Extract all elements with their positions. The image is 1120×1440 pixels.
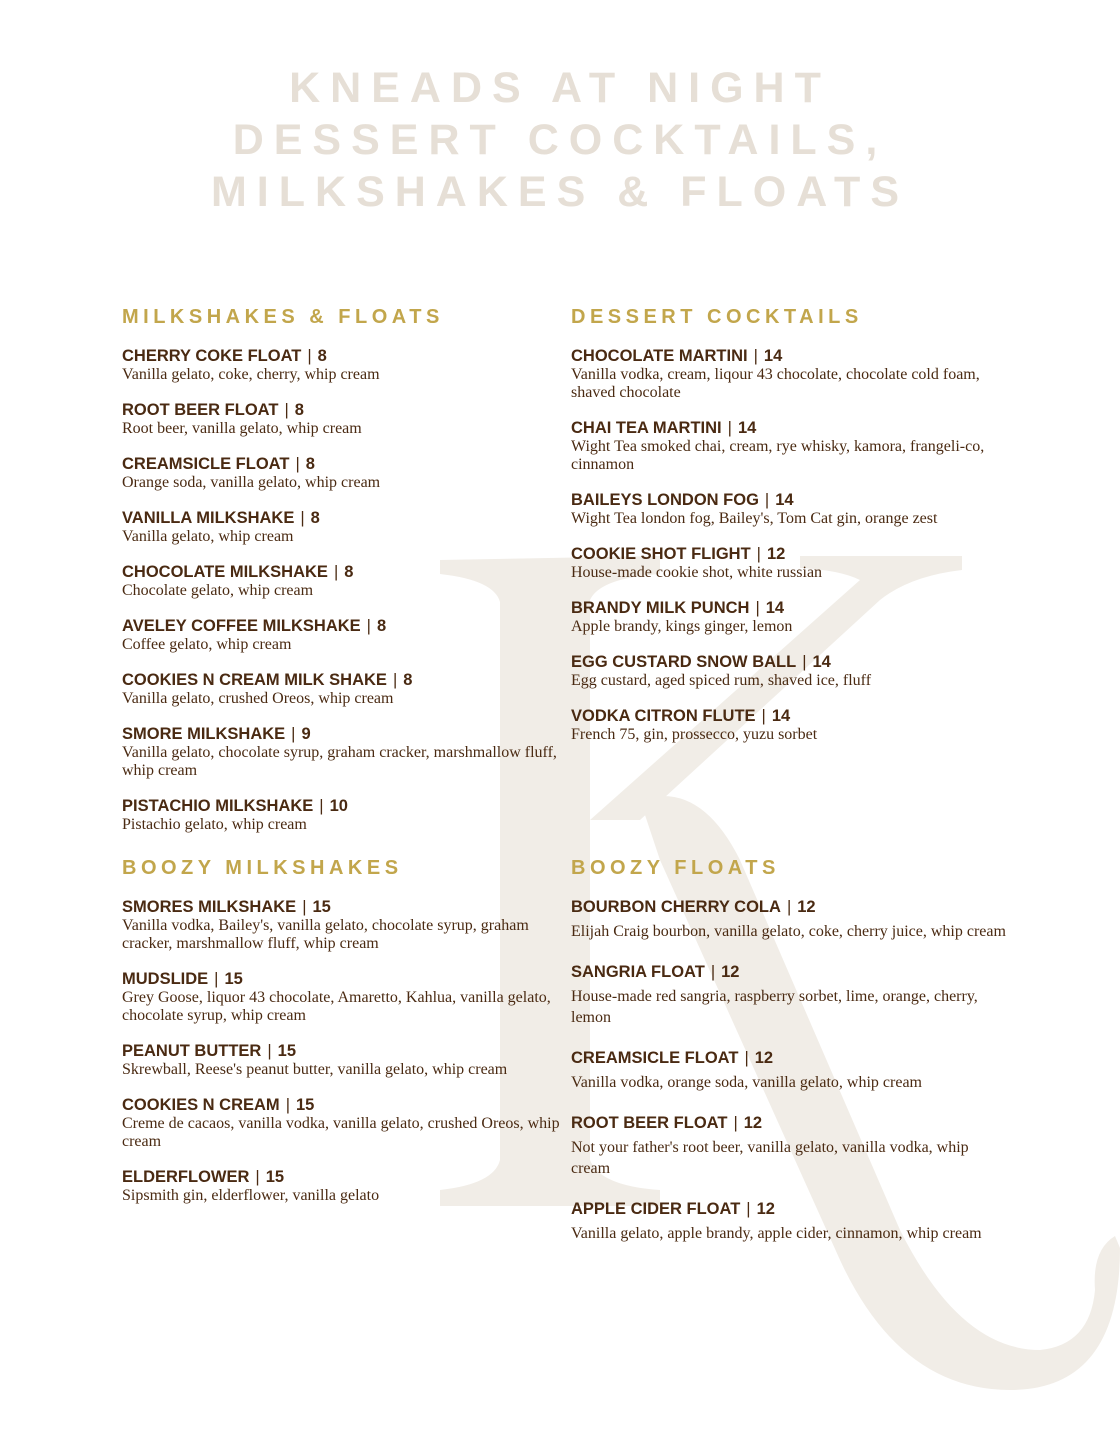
menu-item-description: Vanilla gelato, crushed Oreos, whip cream [122, 690, 394, 707]
menu-item [122, 724, 562, 780]
price-separator: | [307, 347, 312, 365]
menu-item-header [571, 490, 1011, 510]
menu-item-header [122, 508, 562, 528]
menu-item-header [122, 969, 562, 989]
menu-item-description: Not your father's root beer, vanilla gelato, vanilla vodka, whip cream [571, 1139, 969, 1177]
menu-item-description: Pistachio gelato, whip cream [122, 816, 307, 833]
menu-item-description: House-made red sangria, raspberry sorbet, lime, orange, cherry, lemon [571, 988, 978, 1026]
price-separator: | [802, 653, 807, 671]
price-separator: | [764, 491, 770, 509]
price-separator: | [291, 725, 296, 743]
price-separator: | [744, 1049, 749, 1067]
boozy-floats-section [571, 857, 1011, 1264]
menu-item-name: EGG CUSTARD SNOW BALL [571, 653, 797, 671]
menu-item [122, 796, 562, 834]
menu-item [122, 346, 562, 384]
menu-item [571, 962, 1011, 1028]
price-separator: | [733, 1114, 738, 1132]
menu-item-header [122, 616, 562, 636]
menu-item-description: Wight Tea smoked chai, cream, rye whisky, kamora, frangeli-co, cinnamon [571, 438, 985, 473]
menu-item-description: Sipsmith gin, elderflower, vanilla gelato [122, 1187, 380, 1204]
price-separator: | [267, 1042, 272, 1060]
menu-item-name: BAILEYS LONDON FOG [571, 491, 759, 509]
menu-item [571, 418, 1011, 474]
menu-item-name: MUDSLIDE [122, 970, 209, 988]
menu-item [122, 454, 562, 492]
menu-item-price: 8 [310, 509, 320, 527]
menu-item-price: 9 [301, 725, 311, 743]
section-title: DESSERT COCKTAILS [571, 306, 863, 328]
menu-item-name: CHAI TEA MARTINI [571, 419, 722, 437]
menu-item-description: Coffee gelato, whip cream [122, 636, 292, 653]
menu-item-header [571, 1199, 1011, 1219]
menu-item-price: 8 [294, 401, 304, 419]
menu-item [571, 544, 1011, 582]
menu-item [122, 1167, 562, 1205]
menu-item-header [571, 598, 1011, 618]
menu-item-header [122, 1167, 562, 1187]
menu-item-header [122, 454, 562, 474]
price-separator: | [755, 599, 760, 617]
menu-item-header [571, 962, 1011, 982]
menu-item-header [122, 670, 562, 690]
menu-item-name: SMORES MILKSHAKE [122, 898, 297, 916]
menu-item-name: SANGRIA FLOAT [571, 963, 705, 981]
price-separator: | [285, 1096, 290, 1114]
menu-item-price: 15 [265, 1168, 285, 1186]
menu-item-name: COOKIES N CREAM MILK SHAKE [122, 671, 387, 689]
menu-item-header [571, 706, 1011, 726]
menu-item-price: 12 [754, 1049, 774, 1067]
menu-item-description: Vanilla gelato, chocolate syrup, graham cracker, marshmallow fluff, whip cream [122, 744, 557, 779]
price-separator: | [255, 1168, 260, 1186]
menu-item-name: CREAMSICLE FLOAT [571, 1049, 739, 1067]
price-separator: | [284, 401, 289, 419]
menu-item [571, 1048, 1011, 1093]
menu-item-price: 15 [277, 1042, 296, 1060]
title-line: DESSERT COCKTAILS, [232, 116, 888, 164]
title-line: KNEADS AT NIGHT [289, 64, 831, 112]
section-title: MILKSHAKES & FLOATS [122, 306, 444, 328]
menu-item-header [571, 1113, 1011, 1133]
menu-item-description: Root beer, vanilla gelato, whip cream [122, 420, 362, 437]
price-separator: | [333, 563, 339, 581]
menu-item [571, 490, 1011, 528]
menu-item-header [571, 652, 1011, 672]
boozy-milkshakes-section [122, 857, 562, 1221]
menu-item-price: 15 [295, 1096, 315, 1114]
menu-item-name: AVELEY COFFEE MILKSHAKE [122, 617, 361, 635]
menu-item-header [122, 897, 562, 917]
menu-item-description: House-made cookie shot, white russian [571, 564, 823, 581]
menu-item-description: Vanilla gelato, apple brandy, apple cider, cinnamon, whip cream [571, 1225, 982, 1242]
cocktails-section [571, 306, 1011, 760]
menu-item [571, 897, 1011, 942]
menu-item-description: Vanilla gelato, whip cream [122, 528, 294, 545]
menu-item-price: 15 [224, 970, 243, 988]
menu-item-price: 10 [329, 797, 348, 815]
menu-item-description: Grey Goose, liquor 43 chocolate, Amaretto, Kahlua, vanilla gelato, chocolate syrup, whip cream [122, 989, 551, 1024]
menu-item-header [122, 1041, 562, 1061]
menu-item [122, 400, 562, 438]
menu-item-price: 15 [312, 898, 331, 916]
menu-item-description: Skrewball, Reese's peanut butter, vanilla gelato, whip cream [122, 1061, 508, 1078]
menu-item-price: 8 [317, 347, 327, 365]
menu-item-name: VANILLA MILKSHAKE [122, 509, 295, 527]
menu-item-name: ROOT BEER FLOAT [571, 1114, 728, 1132]
menu-item-name: ELDERFLOWER [122, 1168, 250, 1186]
price-separator: | [319, 797, 324, 815]
page-title [0, 62, 1120, 218]
menu-item [122, 670, 562, 708]
price-separator: | [761, 707, 766, 725]
menu-item-name: COOKIES N CREAM [122, 1096, 280, 1114]
menu-item-header [571, 1048, 1011, 1068]
menu-item-name: APPLE CIDER FLOAT [571, 1200, 741, 1218]
menu-item [122, 508, 562, 546]
menu-item-description: Orange soda, vanilla gelato, whip cream [122, 474, 381, 491]
menu-item-header [122, 562, 562, 582]
menu-item-price: 8 [376, 617, 387, 635]
menu-item-name: CHERRY COKE FLOAT [122, 347, 302, 365]
menu-item-name: BRANDY MILK PUNCH [571, 599, 750, 617]
menu-item-price: 12 [797, 898, 816, 916]
price-separator: | [786, 898, 792, 916]
menu-item-description: French 75, gin, prossecco, yuzu sorbet [571, 726, 818, 743]
menu-item [571, 652, 1011, 690]
menu-item-price: 8 [305, 455, 315, 473]
menu-item-description: Vanilla vodka, cream, liqour 43 chocolate, chocolate cold foam, shaved chocolate [571, 366, 980, 401]
menu-item [571, 706, 1011, 744]
menu-item-description: Elijah Craig bourbon, vanilla gelato, coke, cherry juice, whip cream [571, 923, 1006, 940]
menu-item-description: Apple brandy, kings ginger, lemon [571, 618, 793, 635]
menu-item-name: PEANUT BUTTER [122, 1042, 262, 1060]
menu-item [571, 1113, 1011, 1179]
price-separator: | [753, 347, 758, 365]
menu-item-name: CHOCOLATE MILKSHAKE [122, 563, 328, 581]
menu-item [122, 1041, 562, 1079]
section-title: BOOZY FLOATS [571, 857, 780, 879]
menu-item-price: 8 [403, 671, 413, 689]
menu-item-description: Wight Tea london fog, Bailey's, Tom Cat gin, orange zest [571, 510, 938, 527]
menu-item [122, 897, 562, 953]
price-separator: | [302, 898, 307, 916]
menu-item-header [571, 544, 1011, 564]
price-separator: | [710, 963, 716, 981]
menu-item-price: 12 [766, 545, 786, 563]
menu-item-name: CHOCOLATE MARTINI [571, 347, 748, 365]
title-line: MILKSHAKES & FLOATS [210, 168, 910, 216]
menu-item-description: Vanilla gelato, coke, cherry, whip cream [122, 366, 380, 383]
menu-item [122, 616, 562, 654]
menu-item-price: 12 [743, 1114, 763, 1132]
menu-item [571, 1199, 1011, 1244]
menu-item-name: BOURBON CHERRY COLA [571, 898, 781, 916]
menu-item-header [122, 724, 562, 744]
price-separator: | [392, 671, 398, 689]
menu-item-header [571, 897, 1011, 917]
menu-item-name: SMORE MILKSHAKE [122, 725, 286, 743]
menu-item-price: 12 [756, 1200, 775, 1218]
menu-item-description: Vanilla vodka, orange soda, vanilla gelato, whip cream [571, 1074, 922, 1091]
price-separator: | [746, 1200, 751, 1218]
menu-item [122, 969, 562, 1025]
price-separator: | [756, 545, 761, 563]
menu-item-price: 14 [771, 707, 791, 725]
menu-item-header [122, 346, 562, 366]
menu-item-price: 12 [721, 963, 740, 981]
menu-item-price: 14 [763, 347, 783, 365]
menu-item-header [122, 1095, 562, 1115]
menu-item-price: 14 [812, 653, 831, 671]
menu-item [571, 346, 1011, 402]
menu-item-price: 8 [344, 563, 354, 581]
menu-item-price: 14 [765, 599, 785, 617]
menu-item-description: Creme de cacaos, vanilla vodka, vanilla gelato, crushed Oreos, whip cream [122, 1115, 560, 1150]
menu-item-description: Egg custard, aged spiced rum, shaved ice, fluff [571, 672, 872, 689]
menu-item-description: Chocolate gelato, whip cream [122, 582, 314, 599]
milkshakes-section [122, 306, 562, 850]
menu-item-name: VODKA CITRON FLUTE [571, 707, 756, 725]
section-title: BOOZY MILKSHAKES [122, 857, 403, 879]
menu-item-header [122, 796, 562, 816]
menu-item-price: 14 [775, 491, 794, 509]
menu-item [122, 1095, 562, 1151]
price-separator: | [727, 419, 732, 437]
menu-item-header [571, 346, 1011, 366]
menu-item-name: PISTACHIO MILKSHAKE [122, 797, 314, 815]
menu-item [571, 598, 1011, 636]
price-separator: | [300, 509, 305, 527]
menu-item-name: CREAMSICLE FLOAT [122, 455, 290, 473]
menu-item-name: ROOT BEER FLOAT [122, 401, 279, 419]
price-separator: | [366, 617, 371, 635]
menu-item [122, 562, 562, 600]
menu-item-price: 14 [737, 419, 757, 437]
menu-item-description: Vanilla vodka, Bailey's, vanilla gelato, chocolate syrup, graham cracker, marshmallow fluff, whip cream [122, 917, 529, 952]
price-separator: | [295, 455, 300, 473]
price-separator: | [214, 970, 219, 988]
menu-item-header [571, 418, 1011, 438]
menu-item-name: COOKIE SHOT FLIGHT [571, 545, 751, 563]
menu-item-header [122, 400, 562, 420]
